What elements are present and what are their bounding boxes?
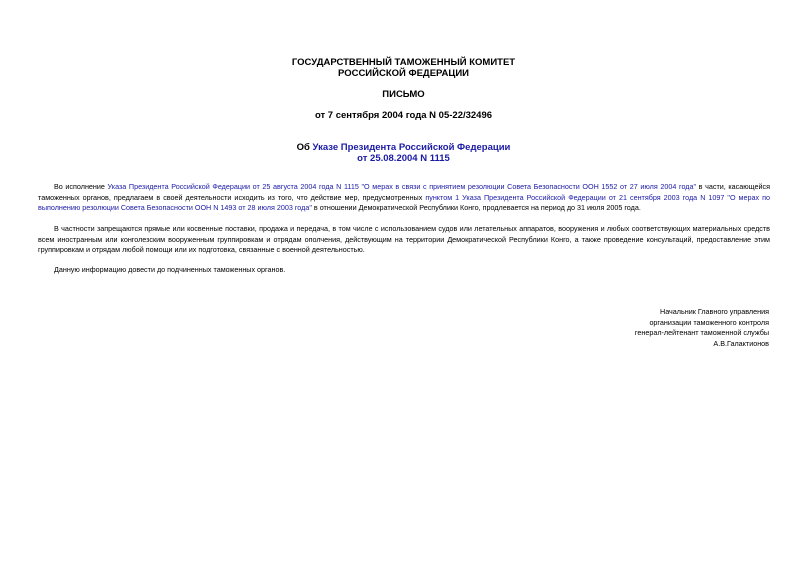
document-subject	[0, 142, 807, 153]
signature-name: А.В.Галактионов	[713, 338, 769, 348]
document-type: ПИСЬМО	[382, 89, 425, 100]
document-subject-line-2	[0, 153, 807, 164]
paragraph-3	[38, 265, 770, 276]
p3-text: Данную информацию довести до подчиненных таможенных органов.	[54, 265, 286, 274]
paragraph-1	[38, 182, 770, 214]
signature-rank: генерал-лейтенант таможенной службы	[634, 328, 769, 337]
p2-text: В частности запрещаются прямые или косвенные поставки, продажа и передача, в том числе с использованием судов или летательных аппаратов, вооружения и любых соответствующих материальных средств всем иностранным или конголезским вооруженным группировкам и отрядам ополчения, действующим на территории Демократической Республики Конго, а также проведение консультаций, предоставление этим группировкам и отрядам любой помощи или их подготовка, связанные с военной деятельностью.	[38, 224, 770, 254]
p1-text-2: в части, касающейся таможенных органов, предлагаем в своей деятельности исходить из того, что действие мер, предусмотренных	[38, 182, 770, 202]
p1-link-decree-1097[interactable]: пунктом 1 Указа Президента Российской Федерации от 21 сентября 2003 года N 1097 "О мерах по выполнению резолюции Совета Безопасности ООН N 1493 от 28 июля 2003 года"	[38, 192, 770, 212]
subject-link-decree[interactable]: Указе Президента Российской Федерации	[312, 142, 511, 153]
p1-link-decree-1115[interactable]: Указа Президента Российской Федерации от 25 августа 2004 года N 1115 "О мерах в связи с принятием резолюции Совета Безопасности ООН 1552 от 27 июля 2004 года"	[107, 182, 697, 191]
subject-prefix: Об	[296, 142, 313, 153]
document-date-number: от 7 сентября 2004 года N 05-22/32496	[314, 110, 493, 121]
signature-block	[509, 307, 769, 349]
paragraph-2	[38, 224, 770, 256]
signature-position-2: организации таможенного контроля	[649, 317, 769, 327]
p1-text-3: в отношении Демократической Республики Конго, продлевается на период до 31 июля 2005 года.	[311, 203, 641, 212]
signature-position-1: Начальник Главного управления	[660, 307, 769, 316]
subject-link-decree-date[interactable]: от 25.08.2004 N 1115	[357, 153, 450, 164]
issuer-line-2: РОССИЙСКОЙ ФЕДЕРАЦИИ	[337, 68, 469, 79]
issuer-line-1: ГОСУДАРСТВЕННЫЙ ТАМОЖЕННЫЙ КОМИТЕТ	[291, 57, 516, 68]
p1-text-1: Во исполнение	[54, 182, 108, 191]
